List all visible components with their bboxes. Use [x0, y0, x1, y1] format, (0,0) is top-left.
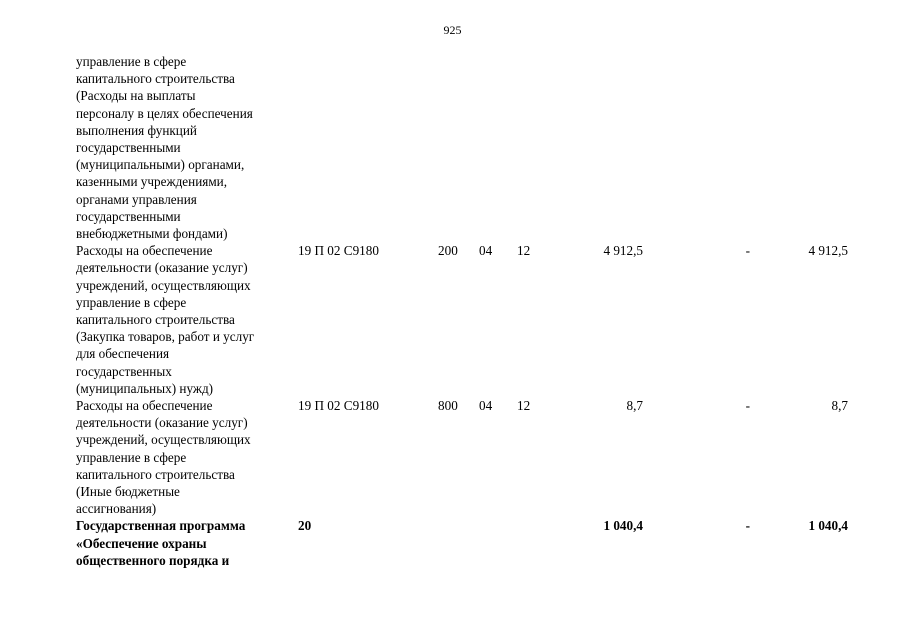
description-line: Государственная программа	[76, 518, 246, 534]
description-line: Расходы на обеспечение	[76, 398, 213, 414]
amount-1: 4 912,5	[603, 243, 643, 259]
description-line: учреждений, осуществляющих	[76, 432, 251, 448]
target-article-code: 19 П 02 С9180	[298, 243, 379, 259]
section-code: 04	[479, 398, 493, 414]
amount-1: 1 040,4	[603, 518, 643, 534]
row-description	[76, 397, 288, 517]
description-line: учреждений, осуществляющих	[76, 277, 251, 293]
amount-3: 8,7	[831, 398, 848, 414]
amount-3: 1 040,4	[808, 518, 848, 534]
description-line: деятельности (оказание услуг)	[76, 415, 248, 431]
table-row	[76, 242, 866, 397]
description-line: Расходы на обеспечение	[76, 243, 213, 259]
description-line: персоналу в целях обеспечения	[76, 105, 253, 121]
row-description	[76, 242, 288, 397]
description-line: общественного порядка и	[76, 552, 230, 568]
description-line: государственных	[76, 363, 172, 379]
table-row-program	[76, 517, 866, 569]
description-line: органами управления	[76, 191, 197, 207]
amount-1: 8,7	[626, 398, 643, 414]
table-row	[76, 53, 866, 242]
description-line: «Обеспечение охраны	[76, 535, 207, 551]
target-article-code: 19 П 02 С9180	[298, 398, 379, 414]
description-line: (муниципальными) органами,	[76, 157, 245, 173]
description-line: капитального строительства	[76, 466, 235, 482]
row-description	[76, 517, 288, 569]
description-line: (Закупка товаров, работ и услуг	[76, 329, 255, 345]
amount-2: -	[745, 518, 750, 534]
description-line: (Иные бюджетные	[76, 484, 180, 500]
page-number: 925	[443, 23, 462, 37]
description-line: для обеспечения	[76, 346, 170, 362]
amount-2: -	[745, 243, 750, 259]
description-line: деятельности (оказание услуг)	[76, 260, 248, 276]
budget-table	[76, 53, 866, 569]
expense-type-code: 200	[438, 243, 458, 259]
expense-type-code: 800	[438, 398, 458, 414]
description-line: ассигнования)	[76, 501, 157, 517]
description-line: государственными	[76, 208, 181, 224]
section-code: 04	[479, 243, 493, 259]
description-line: казенными учреждениями,	[76, 174, 228, 190]
description-line: государственными	[76, 140, 181, 156]
target-article-code: 20	[298, 518, 312, 534]
description-line: капитального строительства	[76, 71, 235, 87]
description-line: управление в сфере	[76, 54, 187, 69]
description-line: управление в сфере	[76, 449, 187, 465]
amount-3: 4 912,5	[808, 243, 848, 259]
row-description	[76, 53, 288, 242]
description-line: внебюджетными фондами)	[76, 226, 228, 242]
subsection-code: 12	[517, 243, 531, 259]
description-line: капитального строительства	[76, 312, 235, 328]
description-line: управление в сфере	[76, 294, 187, 310]
subsection-code: 12	[517, 398, 531, 414]
description-line: (Расходы на выплаты	[76, 88, 196, 104]
description-line: (муниципальных) нужд)	[76, 380, 214, 396]
description-line: выполнения функций	[76, 122, 197, 138]
amount-2: -	[745, 398, 750, 414]
table-row	[76, 397, 866, 517]
